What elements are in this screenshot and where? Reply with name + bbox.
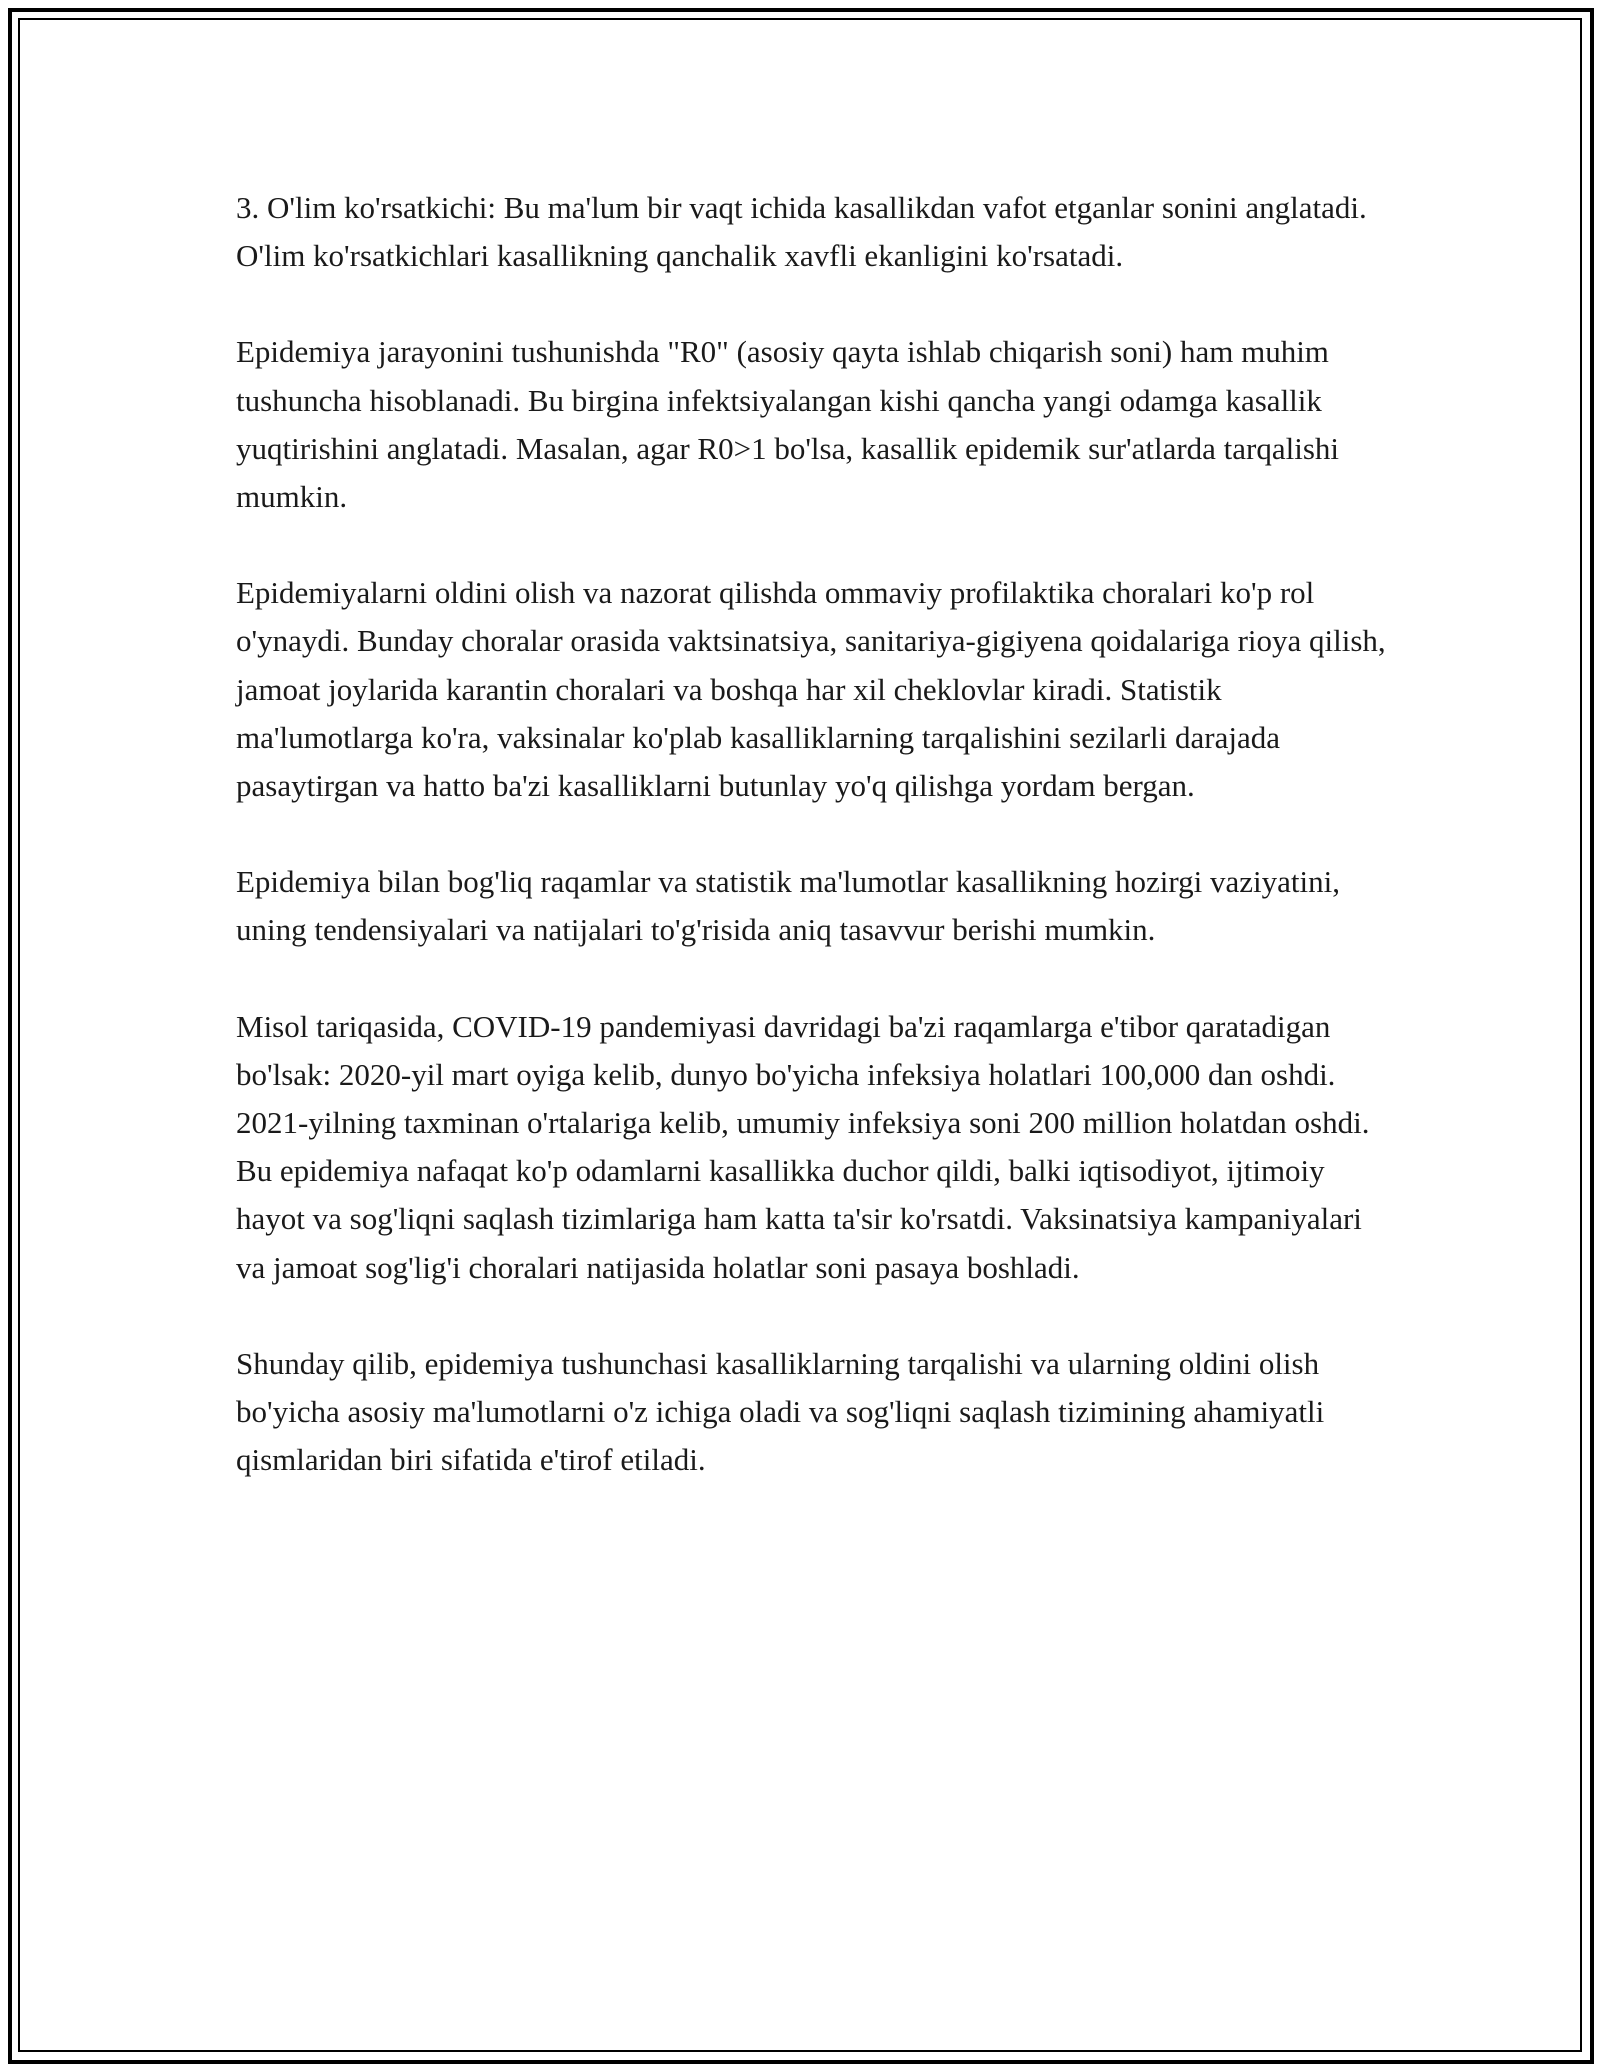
document-body	[236, 184, 1386, 1532]
paragraph-mortality-rate: 3. O'lim ko'rsatkichi: Bu ma'lum bir vaqt ichida kasallikdan vafot etganlar sonini anglatadi. O'lim ko'rsatkichlari kasallikning qanchalik xavfli ekanligini ko'rsatadi.	[236, 190, 1367, 274]
paragraph-covid-example: Misol tariqasida, COVID-19 pandemiyasi davridagi ba'zi raqamlarga e'tibor qaratadigan bo'lsak: 2020-yil mart oyiga kelib, dunyo bo'yicha infeksiya holatlari 100,000 dan oshdi. 2021-yilning taxminan o'rtalariga kelib, umumiy infeksiya soni 200 million holatdan oshdi. Bu epidemiya nafaqat ko'p odamlarni kasallikka duchor qildi, balki iqtisodiyot, ijtimoiy hayot va sog'liqni saqlash tizimlariga ham katta ta'sir ko'rsatdi. Vaksinatsiya kampaniyalari va jamoat sog'lig'i choralari natijasida holatlar soni pasaya boshladi.	[236, 1008, 1370, 1285]
paragraph-statistics: Epidemiya bilan bog'liq raqamlar va statistik ma'lumotlar kasallikning hozirgi vaziyatini, uning tendensiyalari va natijalari to'g'risida aniq tasavvur berishi mumkin.	[236, 864, 1340, 948]
paragraph-prevention: Epidemiyalarni oldini olish va nazorat qilishda ommaviy profilaktika choralari ko'p rol o'ynaydi. Bunday choralar orasida vaktsinatsiya, sanitariya-gigiyena qoidalariga rioya qilish, jamoat joylarida karantin choralari va boshqa har xil cheklovlar kiradi. Statistik ma'lumotlarga ko'ra, vaksinalar ko'plab kasalliklarning tarqalishini sezilarli darajada pasaytirgan va hatto ba'zi kasalliklarni butunlay yo'q qilishga yordam bergan.	[236, 575, 1386, 804]
paragraph-r0: Epidemiya jarayonini tushunishda "R0" (asosiy qayta ishlab chiqarish soni) ham muhim tushuncha hisoblanadi. Bu birgina infektsiyalangan kishi qancha yangi odamga kasallik yuqtirishini anglatadi. Masalan, agar R0>1 bo'lsa, kasallik epidemik sur'atlarda tarqalishi mumkin.	[236, 334, 1340, 515]
paragraph-conclusion: Shunday qilib, epidemiya tushunchasi kasalliklarning tarqalishi va ularning oldini olish bo'yicha asosiy ma'lumotlarni o'z ichiga oladi va sog'liqni saqlash tizimining ahamiyatli qismlaridan biri sifatida e'tirof etiladi.	[236, 1345, 1325, 1478]
